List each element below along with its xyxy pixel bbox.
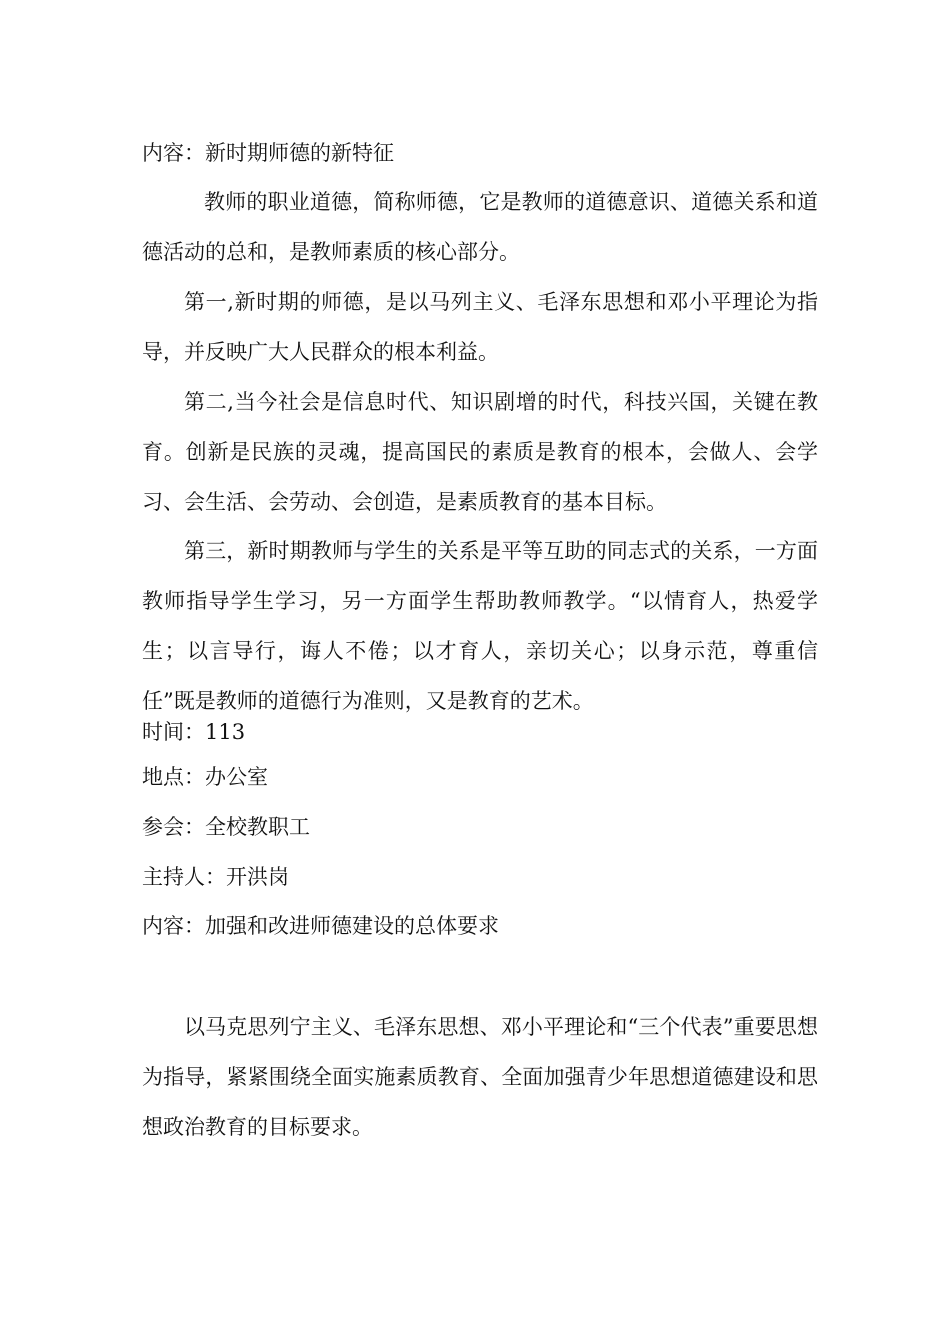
meeting-time: 时间：113 — [142, 720, 246, 744]
paragraph-third: 第三，新时期教师与学生的关系是平等互助的同志式的关系，一方面教师指导学生学习，另一方面学生帮助教师教学。“以情育人，热爱学生；以言导行，诲人不倦；以才育人，亲切关心；以身示范，尊重信任”既是教师的道德行为准则，又是教育的艺术。 — [142, 539, 818, 713]
paragraph-second: 第二,当今社会是信息时代、知识剧增的时代，科技兴国，关键在教育。创新是民族的灵魂，提高国民的素质是教育的根本，会做人、会学习、会生活、会劳动、会创造，是素质教育的基本目标。 — [142, 390, 818, 514]
paragraph-first: 第一,新时期的师德，是以马列主义、毛泽东思想和邓小平理论为指导，并反映广大人民群众的根本利益。 — [142, 290, 818, 364]
meeting-place: 地点：办公室 — [142, 765, 268, 789]
paragraph-definition: 教师的职业道德，简称师德，它是教师的道德意识、道德关系和道德活动的总和，是教师素质的核心部分。 — [142, 190, 818, 264]
paragraph-requirements: 以马克思列宁主义、毛泽东思想、邓小平理论和“三个代表”重要思想为指导，紧紧围绕全面实施素质教育、全面加强青少年思想道德建设和思想政治教育的目标要求。 — [142, 1015, 818, 1139]
content-heading-1: 内容：新时期师德的新特征 — [142, 141, 394, 165]
meeting-attendees: 参会：全校教职工 — [142, 815, 310, 839]
meeting-host: 主持人：开洪岗 — [142, 865, 289, 889]
content-heading-2: 内容：加强和改进师德建设的总体要求 — [142, 914, 499, 938]
